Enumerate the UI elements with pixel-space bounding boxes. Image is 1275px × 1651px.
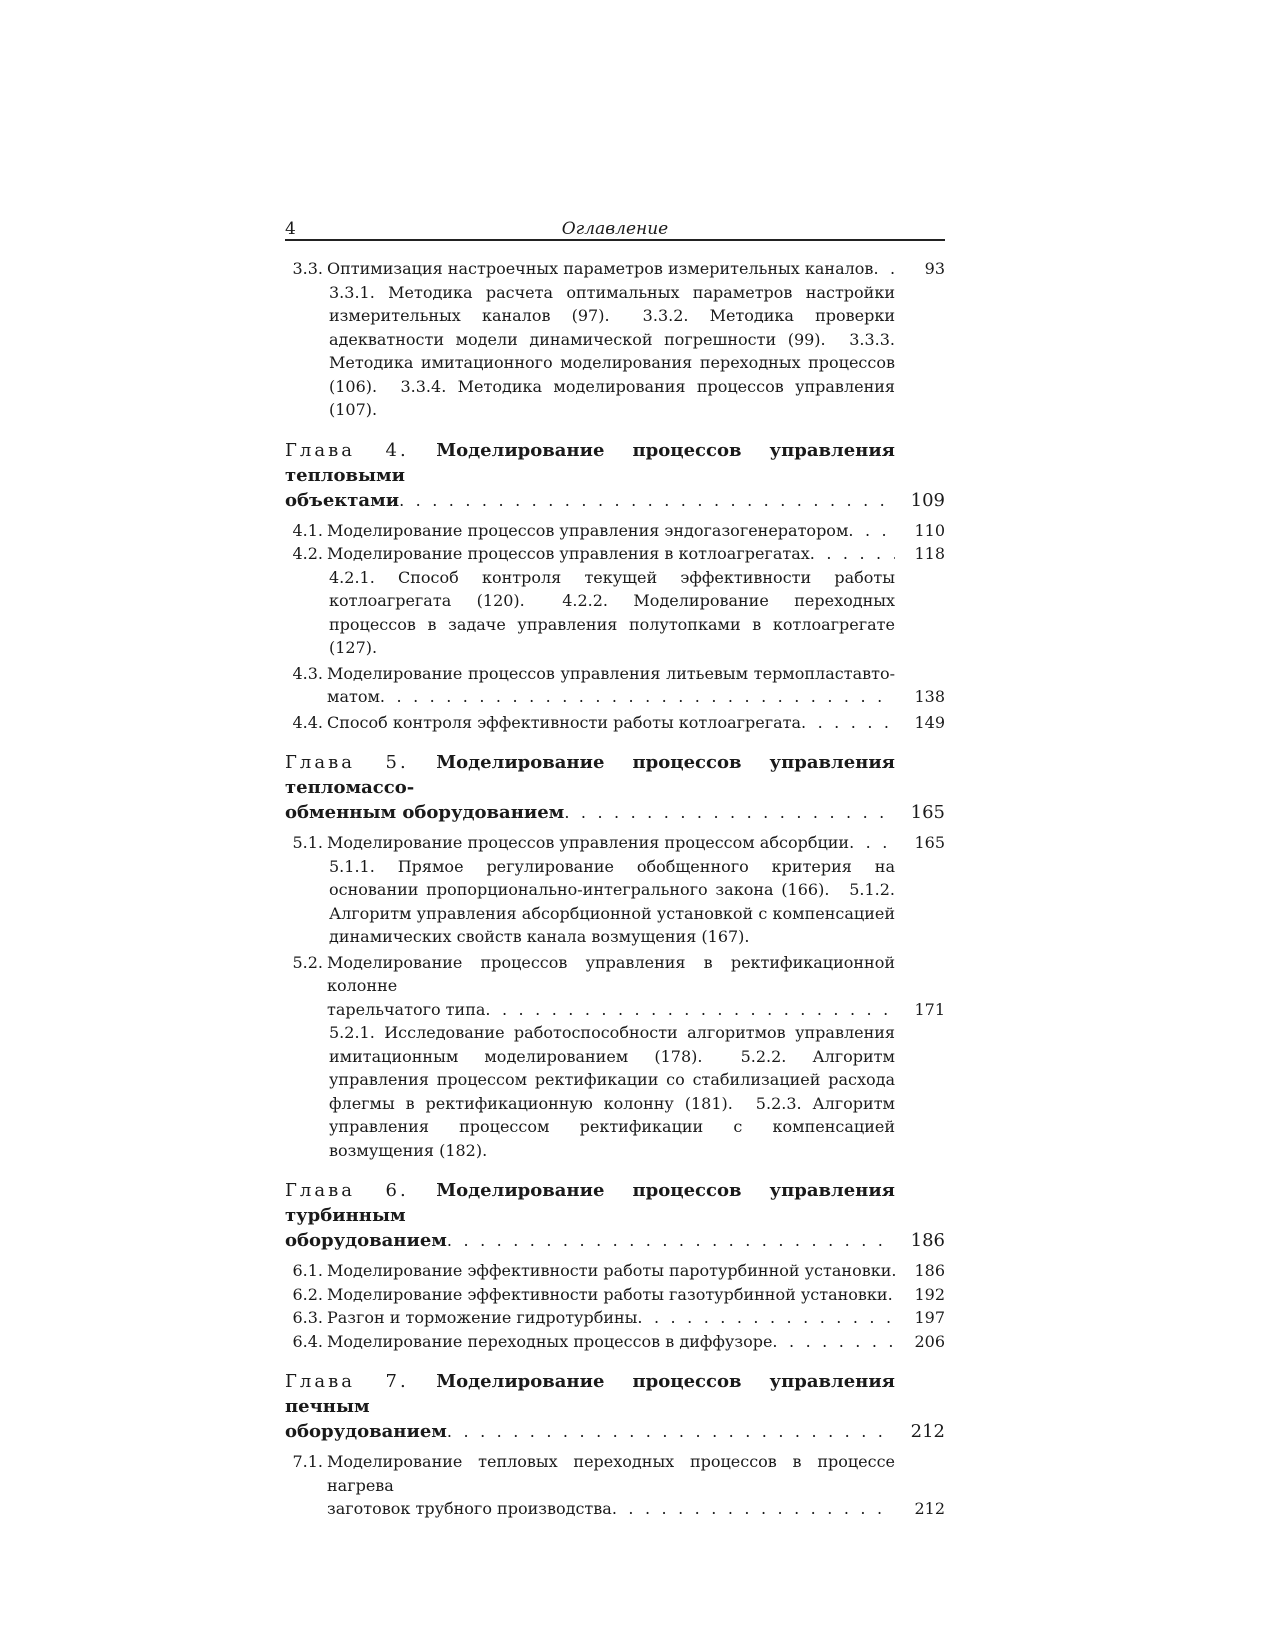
- running-title: Оглавление: [561, 219, 669, 239]
- section-title: Моделирование переходных процессов в диффузоре: [327, 1331, 773, 1351]
- subsection-list: [329, 566, 895, 660]
- dot-leader: [873, 257, 895, 281]
- dot-leader: [810, 542, 895, 566]
- section-number: 4.4.: [292, 712, 323, 732]
- toc-entry[interactable]: [285, 831, 945, 855]
- page-ref: 165: [914, 833, 945, 852]
- toc-section-5-2: [285, 951, 945, 1163]
- page-ref: 212: [914, 1499, 945, 1518]
- subsection-item[interactable]: 5.2.2. Алгоритм управления процессом ректификации со стабилизацией расхода флегмы в ректификационную колонну (181).: [329, 1046, 895, 1113]
- section-number: 6.2.: [292, 1284, 323, 1304]
- dot-leader: [801, 711, 895, 735]
- dot-leader: [447, 1419, 895, 1444]
- toc-section-5-1: [285, 831, 945, 949]
- section-title: Моделирование процессов управления в котлоагрегатах: [327, 544, 810, 563]
- toc-chapter-7[interactable]: [285, 1369, 945, 1444]
- chapter-label: Глава 7.: [285, 1371, 409, 1392]
- chapter-title-cont: объектами: [285, 489, 400, 511]
- subsection-item[interactable]: 5.1.2. Алгоритм управления абсорбционной установкой с компенсацией динамических свойств канала возмущения (167).: [329, 880, 895, 946]
- toc-entry[interactable]: [285, 951, 945, 998]
- page-ref: 206: [914, 1331, 945, 1351]
- chapter-title: Моделирование процессов управления тепломассо-: [285, 752, 895, 798]
- toc-entry[interactable]: [285, 1330, 945, 1354]
- subsection-item[interactable]: 3.3.4. Методика моделирования процессов управления (107).: [329, 376, 895, 419]
- subsection-item[interactable]: 4.2.2. Моделирование переходных процессов в задаче управления полутопками в котлоагрегате (127).: [329, 591, 896, 657]
- subsection-item[interactable]: 3.3.3. Методика имитационного моделирования переходных процессов (106).: [329, 329, 896, 396]
- dot-leader: [399, 488, 895, 513]
- section-title: Разгон и торможение гидротурбины: [327, 1308, 638, 1327]
- section-title: Моделирование эффективности работы паротурбинной установки: [327, 1261, 892, 1280]
- dot-leader: [612, 1497, 895, 1521]
- toc-entry[interactable]: [285, 1306, 945, 1330]
- toc-section-7-1[interactable]: [285, 1450, 945, 1521]
- section-title-cont: заготовок трубного производства: [327, 1499, 612, 1518]
- section-title: Моделирование процессов управления эндогазогенератором: [327, 520, 849, 540]
- toc-entry[interactable]: [285, 1283, 945, 1307]
- page-ref: 149: [914, 712, 945, 732]
- section-number: 4.2.: [292, 544, 323, 563]
- toc-chapter-4[interactable]: [285, 438, 945, 513]
- section-number: 3.3.: [292, 259, 323, 278]
- section-title: Оптимизация настроечных параметров измерительных каналов: [327, 259, 874, 278]
- section-number: 6.4.: [292, 1331, 323, 1351]
- chapter-title: Моделирование процессов управления тепловыми: [285, 439, 895, 486]
- section-title: Способ контроля эффективности работы котлоагрегата: [327, 712, 802, 732]
- dot-leader: [447, 1228, 895, 1253]
- toc-section-4-2: [285, 542, 945, 660]
- page-ref: 118: [914, 544, 945, 563]
- section-number: 4.1.: [292, 520, 323, 540]
- section-title: Моделирование тепловых переходных процессов в процессе нагрева: [327, 1452, 895, 1495]
- subsection-item[interactable]: 4.2.1. Способ контроля текущей эффективности работы котлоагрегата (120).: [329, 567, 895, 610]
- page-ref: 171: [914, 999, 945, 1019]
- dot-leader: [772, 1330, 895, 1354]
- chapter-label: Глава 5.: [285, 752, 409, 773]
- page-ref: 165: [910, 802, 945, 823]
- section-number: 5.1.: [292, 833, 323, 852]
- toc-section-3-3: [285, 257, 945, 422]
- dot-leader: [564, 800, 895, 825]
- toc-entry[interactable]: [285, 711, 945, 735]
- toc-entry[interactable]: [285, 542, 945, 566]
- page-ref: 186: [914, 1261, 945, 1280]
- page-ref: 93: [924, 259, 945, 278]
- dot-leader: [380, 685, 895, 709]
- section-number: 6.1.: [292, 1261, 323, 1280]
- section-title: Моделирование эффективности работы газотурбинной установки: [327, 1284, 888, 1304]
- toc-chapter-5[interactable]: [285, 750, 945, 825]
- page-number: 4: [285, 219, 296, 239]
- page-ref: 186: [910, 1230, 945, 1251]
- subsection-list: [329, 1021, 895, 1162]
- section-title: Моделирование процессов управления процессом абсорбции: [327, 833, 850, 852]
- section-title: Моделирование процессов управления литьевым термопластавто-: [327, 663, 895, 683]
- page-ref: 138: [914, 687, 945, 706]
- subsection-item[interactable]: 5.1.1. Прямое регулирование обобщенного критерия на основании пропорционально-интегрального закона (166).: [329, 856, 895, 899]
- subsection-list: [329, 281, 895, 422]
- toc-entry[interactable]: [285, 257, 945, 281]
- page-ref: 110: [914, 520, 945, 540]
- page-ref: 192: [914, 1284, 945, 1304]
- dot-leader: [637, 1306, 895, 1330]
- toc-chapter-6[interactable]: [285, 1178, 945, 1253]
- table-of-contents: [285, 257, 945, 1521]
- dot-leader: [485, 998, 895, 1022]
- subsection-item[interactable]: 3.3.2. Методика проверки адекватности модели динамической погрешности (99).: [329, 306, 896, 349]
- section-number: 6.3.: [292, 1308, 323, 1327]
- chapter-title-cont: оборудованием: [285, 1421, 447, 1442]
- subsection-item[interactable]: 5.2.1. Исследование работоспособности алгоритмов управления имитационным моделированием (178).: [329, 1023, 895, 1066]
- subsection-list: [329, 855, 895, 949]
- book-page: [285, 215, 945, 1523]
- chapter-label: Глава 4.: [285, 439, 409, 461]
- page-ref: 197: [914, 1308, 945, 1327]
- running-head: [285, 215, 945, 241]
- toc-entry[interactable]: [285, 519, 945, 543]
- subsection-item[interactable]: 5.2.3. Алгоритм управления процессом ректификации с компенсацией возмущения (182).: [329, 1093, 896, 1160]
- chapter-title-cont: обменным оборудованием: [285, 802, 565, 823]
- chapter-label: Глава 6.: [285, 1180, 409, 1201]
- page-ref: 212: [910, 1421, 945, 1442]
- dot-leader: [849, 831, 895, 855]
- toc-section-4-3[interactable]: [285, 662, 945, 709]
- toc-entry[interactable]: [285, 1259, 945, 1283]
- chapter-title: Моделирование процессов управления печным: [285, 1371, 895, 1417]
- page-ref: 109: [910, 489, 945, 511]
- chapter-title: Моделирование процессов управления турбинным: [285, 1180, 895, 1226]
- subsection-item[interactable]: 3.3.1. Методика расчета оптимальных параметров настройки измерительных каналов (97).: [329, 282, 895, 325]
- section-number: 4.3.: [292, 663, 323, 683]
- section-number: 7.1.: [292, 1452, 323, 1471]
- section-title-cont: матом: [327, 687, 380, 706]
- section-title-cont: тарельчатого типа: [327, 999, 486, 1019]
- section-number: 5.2.: [292, 952, 323, 972]
- section-title: Моделирование процессов управления в ректификационной колонне: [327, 952, 895, 995]
- dot-leader: [848, 519, 895, 543]
- chapter-title-cont: оборудованием: [285, 1230, 447, 1251]
